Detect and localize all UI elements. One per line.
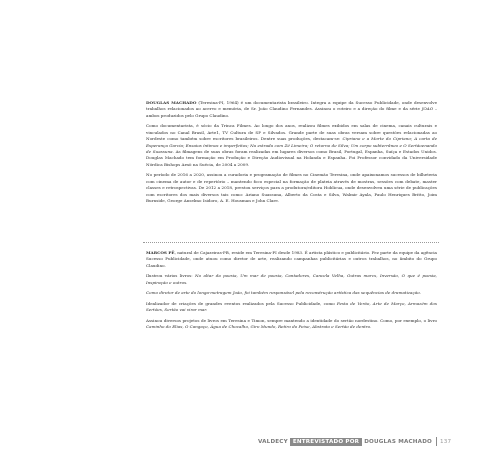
section-divider xyxy=(143,242,439,243)
footer-title-part-1: VALDECY xyxy=(258,438,288,445)
paragraph-italic: Como diretor de arte do longa-metragem João, foi também responsável pela reconstrução artística das sequências de dramatização. xyxy=(146,290,421,296)
bio-paragraph xyxy=(146,301,437,314)
bio-paragraph xyxy=(146,318,437,331)
paragraph-italic: No altar da poesia, Um mar de poesia, Cantadores, Cancela Velha, Outras marcs, Inversão, O que é poesia, Inspiração e outros. xyxy=(146,273,437,285)
footer-title-part-3: DOUGLAS MACHADO xyxy=(364,438,432,445)
paragraph-text: As filmagens de suas obras foram realizadas em lugares diversos como Brasil, Portugal, Espanha, Suíça e Estados Unidos. Douglas Machado tem formação em Produção e Direção Audiovisual na Holanda e Espanha. Foi Professor convidado da Universidade Nórdica Bishops Arnö na Suécia, de 2004 a 2009. xyxy=(146,149,437,167)
bio-paragraph xyxy=(146,100,437,119)
paragraph-italic: JOAO xyxy=(421,106,434,112)
bio-paragraph xyxy=(146,172,437,204)
paragraph-text: Como documentarista, é sócio da Trinca Filmes. Ao longo dos anos, realizou filmes exibidos em salas de cinema, canais culturais e vinculados no Canal Brasil, Arte1, TV Cultura de SP e Silvados. Grande parte de suas obras versam sobre questões relacionadas ao Nordeste como também sobre escritores brasileiros. Dentre suas produções, destacam-se: xyxy=(146,123,437,142)
bio-paragraph xyxy=(146,290,437,296)
paragraph-italic: Caminho do Elias, O Cangaço, Água de Chocalho, Giro Mundo, Retiro do Peixe, Abstrato e Sertão de dentro. xyxy=(146,324,372,330)
paragraph-text: Assinou diversos projetos de livros em Teresina e Timon, sempre mantendo a identidade do sertão nordestino. Como, por exemplo, o livro xyxy=(146,318,437,323)
author-name: MARCOS PÊ xyxy=(146,250,175,255)
paragraph-italic: Cipriano e a Morte do Cipriano; A carta de Esperança Garcia; Ensaios íntimos e imperfeitos; Na estrada com Zé Limeira; O retorno de Silva; Um corpo subterrâneo e O Sertãoenando de Suassuna. xyxy=(146,136,437,155)
bio-marcos-pe xyxy=(146,250,437,335)
paragraph-text: Idealizador de criações de grandes eventos realizados pela Sucesso Publicidade, como xyxy=(146,301,337,306)
paragraph-text: No período de 2016 a 2020, assinou a curadoria e programação de filmes no Cinemão Teresina, onde apaixonamos sucessos de bilheteria com cinema de autor e de repertório – mantendo foco especial na formação de plateia através de mostras, sessões com debate, master classes e retrospectivas. De 2012 a 2018, prestou serviços para a produtora/editora Hoblicua, onde desenvolveu uma série de publicações com escritores dos mais diversos tais como: Ariano Suassuna, Alberto da Costa e Silva, Walmir Ayala, Paulo Henriques Britto, Joim Burnside, George Anselmo Isidoro, A. E. Housman e John Clare. xyxy=(146,172,437,204)
author-name: DOUGLAS MACHADO xyxy=(146,100,197,105)
bio-douglas-machado xyxy=(146,100,437,209)
page-number: 137 xyxy=(440,438,452,445)
paragraph-text: , natural de Cajazeiras-PB, reside em Teresina-PI desde 1983. É artista plástico e publicitário. Fez parte da equipe da agência Sucesso Publicidade, onde atuou como diretor de arte, realizando campanhas publicitárias e outros trabalhos, no âmbito do Grupo Claudino. xyxy=(146,250,437,268)
footer-separator xyxy=(436,437,437,446)
footer-title-part-2: ENTREVISTADO POR xyxy=(290,438,362,446)
paragraph-text: – ambos produzidos pelo Grupo Claudino. xyxy=(146,106,437,118)
paragraph-italic: Festa de Verão, Arte de Março, Armazém dos Sertões, Sertão vai virar mar. xyxy=(146,301,437,313)
running-footer xyxy=(258,437,451,446)
paragraph-text: Ilustrou vários livros: xyxy=(146,273,196,279)
bio-paragraph xyxy=(146,250,437,269)
bio-paragraph xyxy=(146,273,437,286)
bio-paragraph xyxy=(146,123,437,168)
paragraph-text: (Teresina-PI, 1964) é um documentarista brasileiro. Integra a equipe da Sucesso Publicidade, onde desenvolve trabalhos relacionados ao acervo e memória, de Sr. João Claudino Fernandes. Assinou o roteiro e a direção do filme e da série xyxy=(146,100,437,112)
